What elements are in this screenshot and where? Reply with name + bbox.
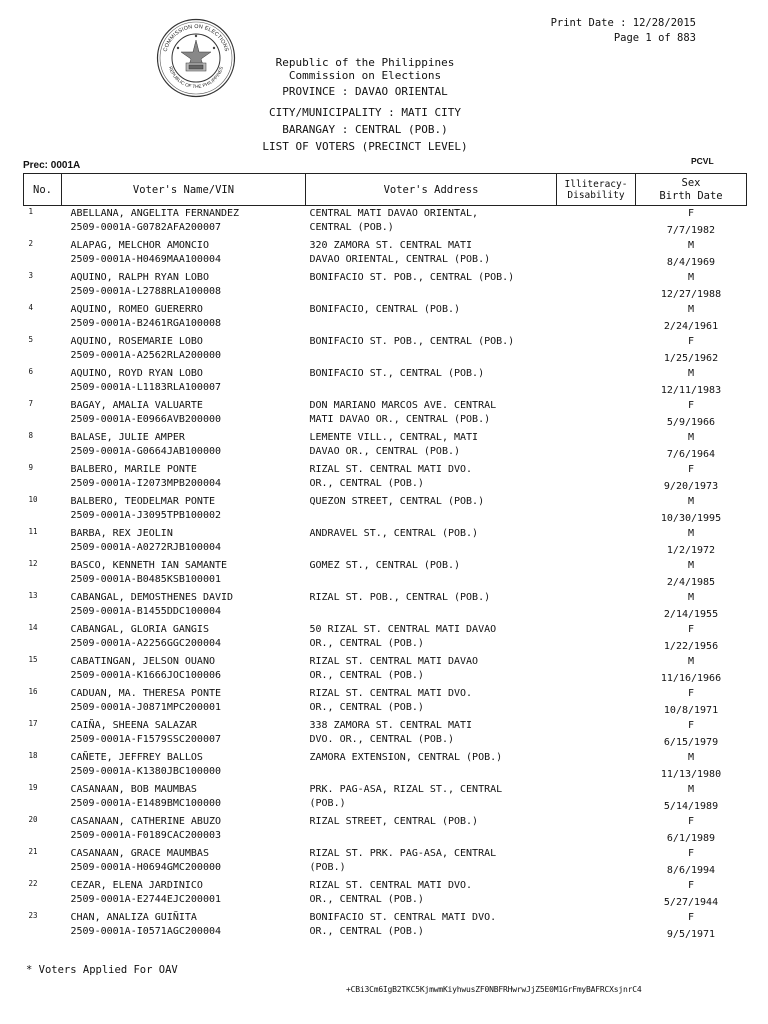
voter-illiteracy-cell xyxy=(557,302,636,334)
header-barangay: BARANGAY : CENTRAL (POB.) xyxy=(282,123,448,136)
seal-top-text: COMMISSION ON ELECTIONS xyxy=(162,23,230,53)
col-header-sex: Sex xyxy=(681,176,701,189)
voter-name-cell xyxy=(62,334,306,366)
voter-name-cell xyxy=(62,558,306,590)
voter-vin: 2509-0001A-G0664JAB100000 xyxy=(70,446,222,457)
table-row xyxy=(24,526,747,558)
voter-illiteracy-cell xyxy=(557,206,636,239)
voter-sex: F xyxy=(687,816,695,827)
voter-birth-date: 7/6/1964 xyxy=(666,449,716,460)
voter-address-line1: BONIFACIO ST. POB., CENTRAL (POB.) xyxy=(309,272,515,283)
voter-address-line1: RIZAL ST. CENTRAL MATI DAVAO xyxy=(309,656,479,667)
voter-address-cell xyxy=(306,782,557,814)
voter-sex-birth-cell xyxy=(636,814,747,846)
voter-address-line2: OR., CENTRAL (POB.) xyxy=(309,702,424,713)
voter-name: AQUINO, ROMEO GUERERRO xyxy=(70,304,203,315)
voter-birth-date: 10/8/1971 xyxy=(663,705,719,716)
voter-name: CABANGAL, GLORIA GANGIS xyxy=(70,624,209,635)
table-row xyxy=(24,206,747,239)
voter-birth-date: 1/2/1972 xyxy=(666,545,716,556)
voter-sex: M xyxy=(687,592,695,603)
voter-address-line1: DON MARIANO MARCOS AVE. CENTRAL xyxy=(309,400,497,411)
voter-sex-birth-cell xyxy=(636,238,747,270)
table-row xyxy=(24,270,747,302)
col-header-name: Voter's Name/VIN xyxy=(62,174,306,206)
voter-sex-birth-cell xyxy=(636,718,747,750)
voter-address-line2: OR., CENTRAL (POB.) xyxy=(309,670,424,681)
voter-sex: M xyxy=(687,528,695,539)
voter-name-cell xyxy=(62,782,306,814)
voter-vin: 2509-0001A-E2744EJC200001 xyxy=(70,894,222,905)
voter-address-cell xyxy=(306,878,557,910)
footnote: * Voters Applied For OAV xyxy=(26,964,178,976)
voter-vin: 2509-0001A-J0871MPC200001 xyxy=(70,702,222,713)
voter-vin: 2509-0001A-L1183RLA100007 xyxy=(70,382,222,393)
voter-sex: F xyxy=(687,848,695,859)
voter-birth-date: 8/4/1969 xyxy=(666,257,716,268)
voter-address-cell xyxy=(306,494,557,526)
voter-address-line1: ZAMORA EXTENSION, CENTRAL (POB.) xyxy=(309,752,503,763)
voter-name: BASCO, KENNETH IAN SAMANTE xyxy=(70,560,228,571)
voter-sex: F xyxy=(687,912,695,923)
voter-sex: F xyxy=(687,464,695,475)
voter-address-line2: MATI DAVAO OR., CENTRAL (POB.) xyxy=(309,414,491,425)
voter-vin: 2509-0001A-H0694GMC200000 xyxy=(70,862,222,873)
voter-name: AQUINO, RALPH RYAN LOBO xyxy=(70,272,209,283)
voter-address-cell xyxy=(306,910,557,942)
voter-birth-date: 6/15/1979 xyxy=(663,737,719,748)
voter-illiteracy-cell xyxy=(557,238,636,270)
voter-name-cell xyxy=(62,878,306,910)
voter-birth-date: 2/4/1985 xyxy=(666,577,716,588)
voter-address-cell xyxy=(306,366,557,398)
voter-birth-date: 8/6/1994 xyxy=(666,865,716,876)
table-row xyxy=(24,590,747,622)
voter-address-cell xyxy=(306,302,557,334)
table-row xyxy=(24,302,747,334)
voter-vin: 2509-0001A-H0469MAA100004 xyxy=(70,254,222,265)
voter-illiteracy-cell xyxy=(557,526,636,558)
voter-illiteracy-cell xyxy=(557,590,636,622)
voter-illiteracy-cell xyxy=(557,814,636,846)
voter-address-line1: GOMEZ ST., CENTRAL (POB.) xyxy=(309,560,461,571)
voter-name-cell xyxy=(62,398,306,430)
voter-name: ABELLANA, ANGELITA FERNANDEZ xyxy=(70,208,240,219)
voter-sex-birth-cell xyxy=(636,302,747,334)
voter-name: CEZAR, ELENA JARDINICO xyxy=(70,880,203,891)
voter-number: 17 xyxy=(28,719,38,728)
voter-name-cell xyxy=(62,814,306,846)
voter-address-line2: DAVAO OR., CENTRAL (POB.) xyxy=(309,446,461,457)
voter-sex-birth-cell xyxy=(636,526,747,558)
voter-number: 9 xyxy=(28,463,34,472)
voter-illiteracy-cell xyxy=(557,366,636,398)
voter-sex-birth-cell xyxy=(636,654,747,686)
voter-illiteracy-cell xyxy=(557,782,636,814)
voter-name: CASANAAN, BOB MAUMBAS xyxy=(70,784,197,795)
voter-number: 3 xyxy=(28,271,34,280)
voter-address-line2: OR., CENTRAL (POB.) xyxy=(309,894,424,905)
voter-birth-date: 6/1/1989 xyxy=(666,833,716,844)
voter-sex-birth-cell xyxy=(636,590,747,622)
voter-name: CASANAAN, CATHERINE ABUZO xyxy=(70,816,222,827)
header-city: CITY/MUNICIPALITY : MATI CITY xyxy=(268,106,462,119)
voter-number: 2 xyxy=(28,239,34,248)
voter-number: 13 xyxy=(28,591,38,600)
voter-name: BALASE, JULIE AMPER xyxy=(70,432,185,443)
voter-sex: M xyxy=(687,272,695,283)
voter-birth-date: 11/16/1966 xyxy=(660,673,722,684)
voter-name-cell xyxy=(62,686,306,718)
voter-illiteracy-cell xyxy=(557,910,636,942)
voter-name-cell xyxy=(62,238,306,270)
voter-name-cell xyxy=(62,462,306,494)
voter-illiteracy-cell xyxy=(557,846,636,878)
voter-address-line2: DVO. OR., CENTRAL (POB.) xyxy=(309,734,454,745)
voter-vin: 2509-0001A-J3095TPB100002 xyxy=(70,510,222,521)
voter-birth-date: 5/9/1966 xyxy=(666,417,716,428)
voter-birth-date: 9/20/1973 xyxy=(663,481,719,492)
voter-address-line1: BONIFACIO ST. CENTRAL MATI DVO. xyxy=(309,912,497,923)
voter-illiteracy-cell xyxy=(557,334,636,366)
voter-number: 5 xyxy=(28,335,34,344)
voter-illiteracy-cell xyxy=(557,878,636,910)
voter-name-cell xyxy=(62,366,306,398)
voter-number: 15 xyxy=(28,655,38,664)
voter-sex-birth-cell xyxy=(636,622,747,654)
voter-vin: 2509-0001A-A2256GGC200004 xyxy=(70,638,222,649)
voter-address-cell xyxy=(306,590,557,622)
col-header-illiteracy-line2: Disability xyxy=(567,189,625,201)
voter-address-cell xyxy=(306,462,557,494)
voter-number: 19 xyxy=(28,783,38,792)
voter-address-line1: BONIFACIO ST. POB., CENTRAL (POB.) xyxy=(309,336,515,347)
voter-number: 21 xyxy=(28,847,38,856)
table-row xyxy=(24,558,747,590)
voter-number: 20 xyxy=(28,815,38,824)
voter-name-cell xyxy=(62,910,306,942)
voter-name: CADUAN, MA. THERESA PONTE xyxy=(70,688,222,699)
voter-number: 22 xyxy=(28,879,38,888)
voter-number: 18 xyxy=(28,751,38,760)
voter-vin: 2509-0001A-A2562RLA200000 xyxy=(70,350,222,361)
table-row xyxy=(24,334,747,366)
voter-sex: F xyxy=(687,688,695,699)
voter-sex-birth-cell xyxy=(636,270,747,302)
voter-name: CASANAAN, GRACE MAUMBAS xyxy=(70,848,209,859)
voter-address-line2: OR., CENTRAL (POB.) xyxy=(309,926,424,937)
table-row xyxy=(24,494,747,526)
voter-birth-date: 12/11/1983 xyxy=(660,385,722,396)
voter-vin: 2509-0001A-A0272RJB100004 xyxy=(70,542,222,553)
col-header-no: No. xyxy=(24,174,62,206)
voter-address-line1: 320 ZAMORA ST. CENTRAL MATI xyxy=(309,240,473,251)
header-republic: Republic of the Philippines xyxy=(275,56,455,69)
voter-sex-birth-cell xyxy=(636,334,747,366)
voter-sex: M xyxy=(687,560,695,571)
voter-sex-birth-cell xyxy=(636,750,747,782)
page-indicator: Page 1 of 883 xyxy=(613,32,696,44)
voter-birth-date: 5/27/1944 xyxy=(663,897,719,908)
table-row xyxy=(24,686,747,718)
voters-table xyxy=(23,173,747,942)
voter-address-line1: BONIFACIO, CENTRAL (POB.) xyxy=(309,304,461,315)
voter-sex: F xyxy=(687,208,695,219)
table-row xyxy=(24,846,747,878)
voter-number: 14 xyxy=(28,623,38,632)
voter-address-cell xyxy=(306,686,557,718)
voter-sex-birth-cell xyxy=(636,366,747,398)
voter-address-cell xyxy=(306,814,557,846)
voter-sex: F xyxy=(687,400,695,411)
voter-name-cell xyxy=(62,206,306,239)
voter-birth-date: 2/24/1961 xyxy=(663,321,719,332)
voter-address-cell xyxy=(306,622,557,654)
voter-illiteracy-cell xyxy=(557,654,636,686)
voter-name-cell xyxy=(62,750,306,782)
col-header-illiteracy-line1: Illiteracy- xyxy=(564,178,628,190)
voter-sex: M xyxy=(687,496,695,507)
voter-address-line1: RIZAL STREET, CENTRAL (POB.) xyxy=(309,816,479,827)
voter-birth-date: 5/14/1989 xyxy=(663,801,719,812)
table-row xyxy=(24,398,747,430)
voter-birth-date: 10/30/1995 xyxy=(660,513,722,524)
voter-name: BALBERO, MARILE PONTE xyxy=(70,464,197,475)
table-row xyxy=(24,910,747,942)
voter-name-cell xyxy=(62,622,306,654)
voter-birth-date: 12/27/1988 xyxy=(660,289,722,300)
table-row xyxy=(24,878,747,910)
voter-illiteracy-cell xyxy=(557,686,636,718)
voter-number: 6 xyxy=(28,367,34,376)
voter-address-cell xyxy=(306,654,557,686)
table-row xyxy=(24,366,747,398)
voter-birth-date: 7/7/1982 xyxy=(666,225,716,236)
voter-sex-birth-cell xyxy=(636,494,747,526)
voter-illiteracy-cell xyxy=(557,750,636,782)
voter-sex: M xyxy=(687,304,695,315)
voter-sex: F xyxy=(687,624,695,635)
table-row xyxy=(24,782,747,814)
voter-address-line1: RIZAL ST. CENTRAL MATI DVO. xyxy=(309,880,473,891)
voter-address-cell xyxy=(306,750,557,782)
voter-sex: M xyxy=(687,240,695,251)
voter-name: AQUINO, ROYD RYAN LOBO xyxy=(70,368,203,379)
voter-sex: M xyxy=(687,656,695,667)
voter-name-cell xyxy=(62,302,306,334)
voter-sex: M xyxy=(687,368,695,379)
voter-name: BARBA, REX JEOLIN xyxy=(70,528,173,539)
voter-sex-birth-cell xyxy=(636,686,747,718)
voter-name-cell xyxy=(62,654,306,686)
voter-sex: M xyxy=(687,752,695,763)
voter-sex-birth-cell xyxy=(636,398,747,430)
voter-number: 7 xyxy=(28,399,34,408)
voter-vin: 2509-0001A-F1579SSC200007 xyxy=(70,734,222,745)
precinct-label: Prec: 0001A xyxy=(23,160,81,171)
voter-number: 10 xyxy=(28,495,38,504)
voter-illiteracy-cell xyxy=(557,558,636,590)
voter-birth-date: 2/14/1955 xyxy=(663,609,719,620)
voter-illiteracy-cell xyxy=(557,270,636,302)
table-row xyxy=(24,430,747,462)
voter-illiteracy-cell xyxy=(557,430,636,462)
voter-address-line1: 338 ZAMORA ST. CENTRAL MATI xyxy=(309,720,473,731)
voter-birth-date: 1/22/1956 xyxy=(663,641,719,652)
voter-address-line1: LEMENTE VILL., CENTRAL, MATI xyxy=(309,432,479,443)
footer-code: +CBi3Cm6IgB2TKC5KjmwmKiyhwusZF0NBFRHwrwJjZ5E0M1GrFmyBAFRCXsjnrC4 xyxy=(346,985,642,994)
voter-sex-birth-cell xyxy=(636,206,747,239)
voter-sex-birth-cell xyxy=(636,782,747,814)
table-row xyxy=(24,622,747,654)
voter-address-line1: RIZAL ST. PRK. PAG-ASA, CENTRAL xyxy=(309,848,497,859)
document-header xyxy=(175,56,555,153)
seal-bottom-text: REPUBLIC OF THE PHILIPPINES xyxy=(167,65,225,90)
voter-address-line1: QUEZON STREET, CENTRAL (POB.) xyxy=(309,496,485,507)
voter-name: CAIÑA, SHEENA SALAZAR xyxy=(70,720,197,731)
voter-name: CABATINGAN, JELSON OUANO xyxy=(70,656,215,667)
voter-address-line2: OR., CENTRAL (POB.) xyxy=(309,638,424,649)
voter-address-line1: RIZAL ST. CENTRAL MATI DVO. xyxy=(309,464,473,475)
voter-vin: 2509-0001A-B0485KSB100001 xyxy=(70,574,222,585)
voter-address-cell xyxy=(306,526,557,558)
voter-address-cell xyxy=(306,846,557,878)
voter-illiteracy-cell xyxy=(557,462,636,494)
voter-number: 4 xyxy=(28,303,34,312)
voter-address-cell xyxy=(306,558,557,590)
voter-address-line2: (POB.) xyxy=(309,798,346,809)
voter-name: BAGAY, AMALIA VALUARTE xyxy=(70,400,203,411)
voter-birth-date: 1/25/1962 xyxy=(663,353,719,364)
voter-birth-date: 9/5/1971 xyxy=(666,929,716,940)
voter-number: 11 xyxy=(28,527,38,536)
voter-address-line1: ANDRAVEL ST., CENTRAL (POB.) xyxy=(309,528,479,539)
voter-vin: 2509-0001A-L2788RLA100008 xyxy=(70,286,222,297)
voter-number: 16 xyxy=(28,687,38,696)
voter-vin: 2509-0001A-K1666JOC100006 xyxy=(70,670,222,681)
voter-number: 23 xyxy=(28,911,38,920)
header-title: LIST OF VOTERS (PRECINCT LEVEL) xyxy=(262,140,468,153)
voter-address-cell xyxy=(306,206,557,239)
print-info xyxy=(551,16,696,46)
voter-sex-birth-cell xyxy=(636,462,747,494)
table-row xyxy=(24,462,747,494)
voter-address-line2: (POB.) xyxy=(309,862,346,873)
voter-sex-birth-cell xyxy=(636,430,747,462)
voter-sex: F xyxy=(687,880,695,891)
col-header-birth: Birth Date xyxy=(659,189,723,202)
voter-address-cell xyxy=(306,398,557,430)
voter-vin: 2509-0001A-I2073MPB200004 xyxy=(70,478,222,489)
voter-sex-birth-cell xyxy=(636,878,747,910)
voter-number: 12 xyxy=(28,559,38,568)
voter-name: CHAN, ANALIZA GUIÑITA xyxy=(70,912,197,923)
voter-name: ALAPAG, MELCHOR AMONCIO xyxy=(70,240,209,251)
voter-vin: 2509-0001A-K1380JBC100000 xyxy=(70,766,222,777)
voter-name: CABANGAL, DEMOSTHENES DAVID xyxy=(70,592,234,603)
voter-vin: 2509-0001A-E1489BMC100000 xyxy=(70,798,222,809)
table-row xyxy=(24,814,747,846)
voter-name-cell xyxy=(62,270,306,302)
pcvl-label: PCVL xyxy=(691,156,714,166)
col-header-address: Voter's Address xyxy=(306,174,557,206)
voter-name: CAÑETE, JEFFREY BALLOS xyxy=(70,752,203,763)
table-row xyxy=(24,718,747,750)
voter-address-line2: OR., CENTRAL (POB.) xyxy=(309,478,424,489)
voter-name: BALBERO, TEODELMAR PONTE xyxy=(70,496,215,507)
print-date: Print Date : 12/28/2015 xyxy=(550,17,696,29)
voter-vin: 2509-0001A-B2461RGA100008 xyxy=(70,318,222,329)
header-province: PROVINCE : DAVAO ORIENTAL xyxy=(282,85,448,98)
voter-vin: 2509-0001A-I0571AGC200004 xyxy=(70,926,222,937)
voter-sex: F xyxy=(687,336,695,347)
voter-name-cell xyxy=(62,430,306,462)
voter-illiteracy-cell xyxy=(557,622,636,654)
voter-address-line1: BONIFACIO ST., CENTRAL (POB.) xyxy=(309,368,485,379)
voter-number: 1 xyxy=(28,207,34,216)
voter-illiteracy-cell xyxy=(557,718,636,750)
voter-number: 8 xyxy=(28,431,34,440)
voter-illiteracy-cell xyxy=(557,494,636,526)
voter-sex: M xyxy=(687,432,695,443)
voter-vin: 2509-0001A-E0966AVB200000 xyxy=(70,414,222,425)
voter-address-line1: RIZAL ST. CENTRAL MATI DVO. xyxy=(309,688,473,699)
voter-vin: 2509-0001A-G0782AFA200007 xyxy=(70,222,222,233)
voter-illiteracy-cell xyxy=(557,398,636,430)
voter-address-line1: 50 RIZAL ST. CENTRAL MATI DAVAO xyxy=(309,624,497,635)
voter-address-cell xyxy=(306,430,557,462)
voter-sex: F xyxy=(687,720,695,731)
table-row xyxy=(24,654,747,686)
col-header-illiteracy xyxy=(557,174,636,206)
voter-address-line2: CENTRAL (POB.) xyxy=(309,222,394,233)
voter-address-line2: DAVAO ORIENTAL, CENTRAL (POB.) xyxy=(309,254,491,265)
voter-address-cell xyxy=(306,334,557,366)
voter-name-cell xyxy=(62,590,306,622)
voter-vin: 2509-0001A-F0189CAC200003 xyxy=(70,830,222,841)
voter-address-line1: RIZAL ST. POB., CENTRAL (POB.) xyxy=(309,592,491,603)
table-row xyxy=(24,238,747,270)
voter-address-line1: PRK. PAG-ASA, RIZAL ST., CENTRAL xyxy=(309,784,503,795)
voter-sex-birth-cell xyxy=(636,846,747,878)
voter-name: AQUINO, ROSEMARIE LOBO xyxy=(70,336,203,347)
voter-address-line1: CENTRAL MATI DAVAO ORIENTAL, xyxy=(309,208,479,219)
table-row xyxy=(24,750,747,782)
voter-name-cell xyxy=(62,846,306,878)
voter-name-cell xyxy=(62,718,306,750)
col-header-sex-birth xyxy=(636,174,747,206)
voter-address-cell xyxy=(306,270,557,302)
voter-name-cell xyxy=(62,526,306,558)
voter-address-cell xyxy=(306,238,557,270)
voter-vin: 2509-0001A-B1455DDC100004 xyxy=(70,606,222,617)
voter-name-cell xyxy=(62,494,306,526)
voter-birth-date: 11/13/1980 xyxy=(660,769,722,780)
voter-sex-birth-cell xyxy=(636,558,747,590)
header-commission: Commission on Elections xyxy=(288,69,442,82)
table-header-row xyxy=(24,174,747,206)
voter-address-cell xyxy=(306,718,557,750)
voters-table-body xyxy=(24,206,747,943)
voter-sex: M xyxy=(687,784,695,795)
voter-sex-birth-cell xyxy=(636,910,747,942)
